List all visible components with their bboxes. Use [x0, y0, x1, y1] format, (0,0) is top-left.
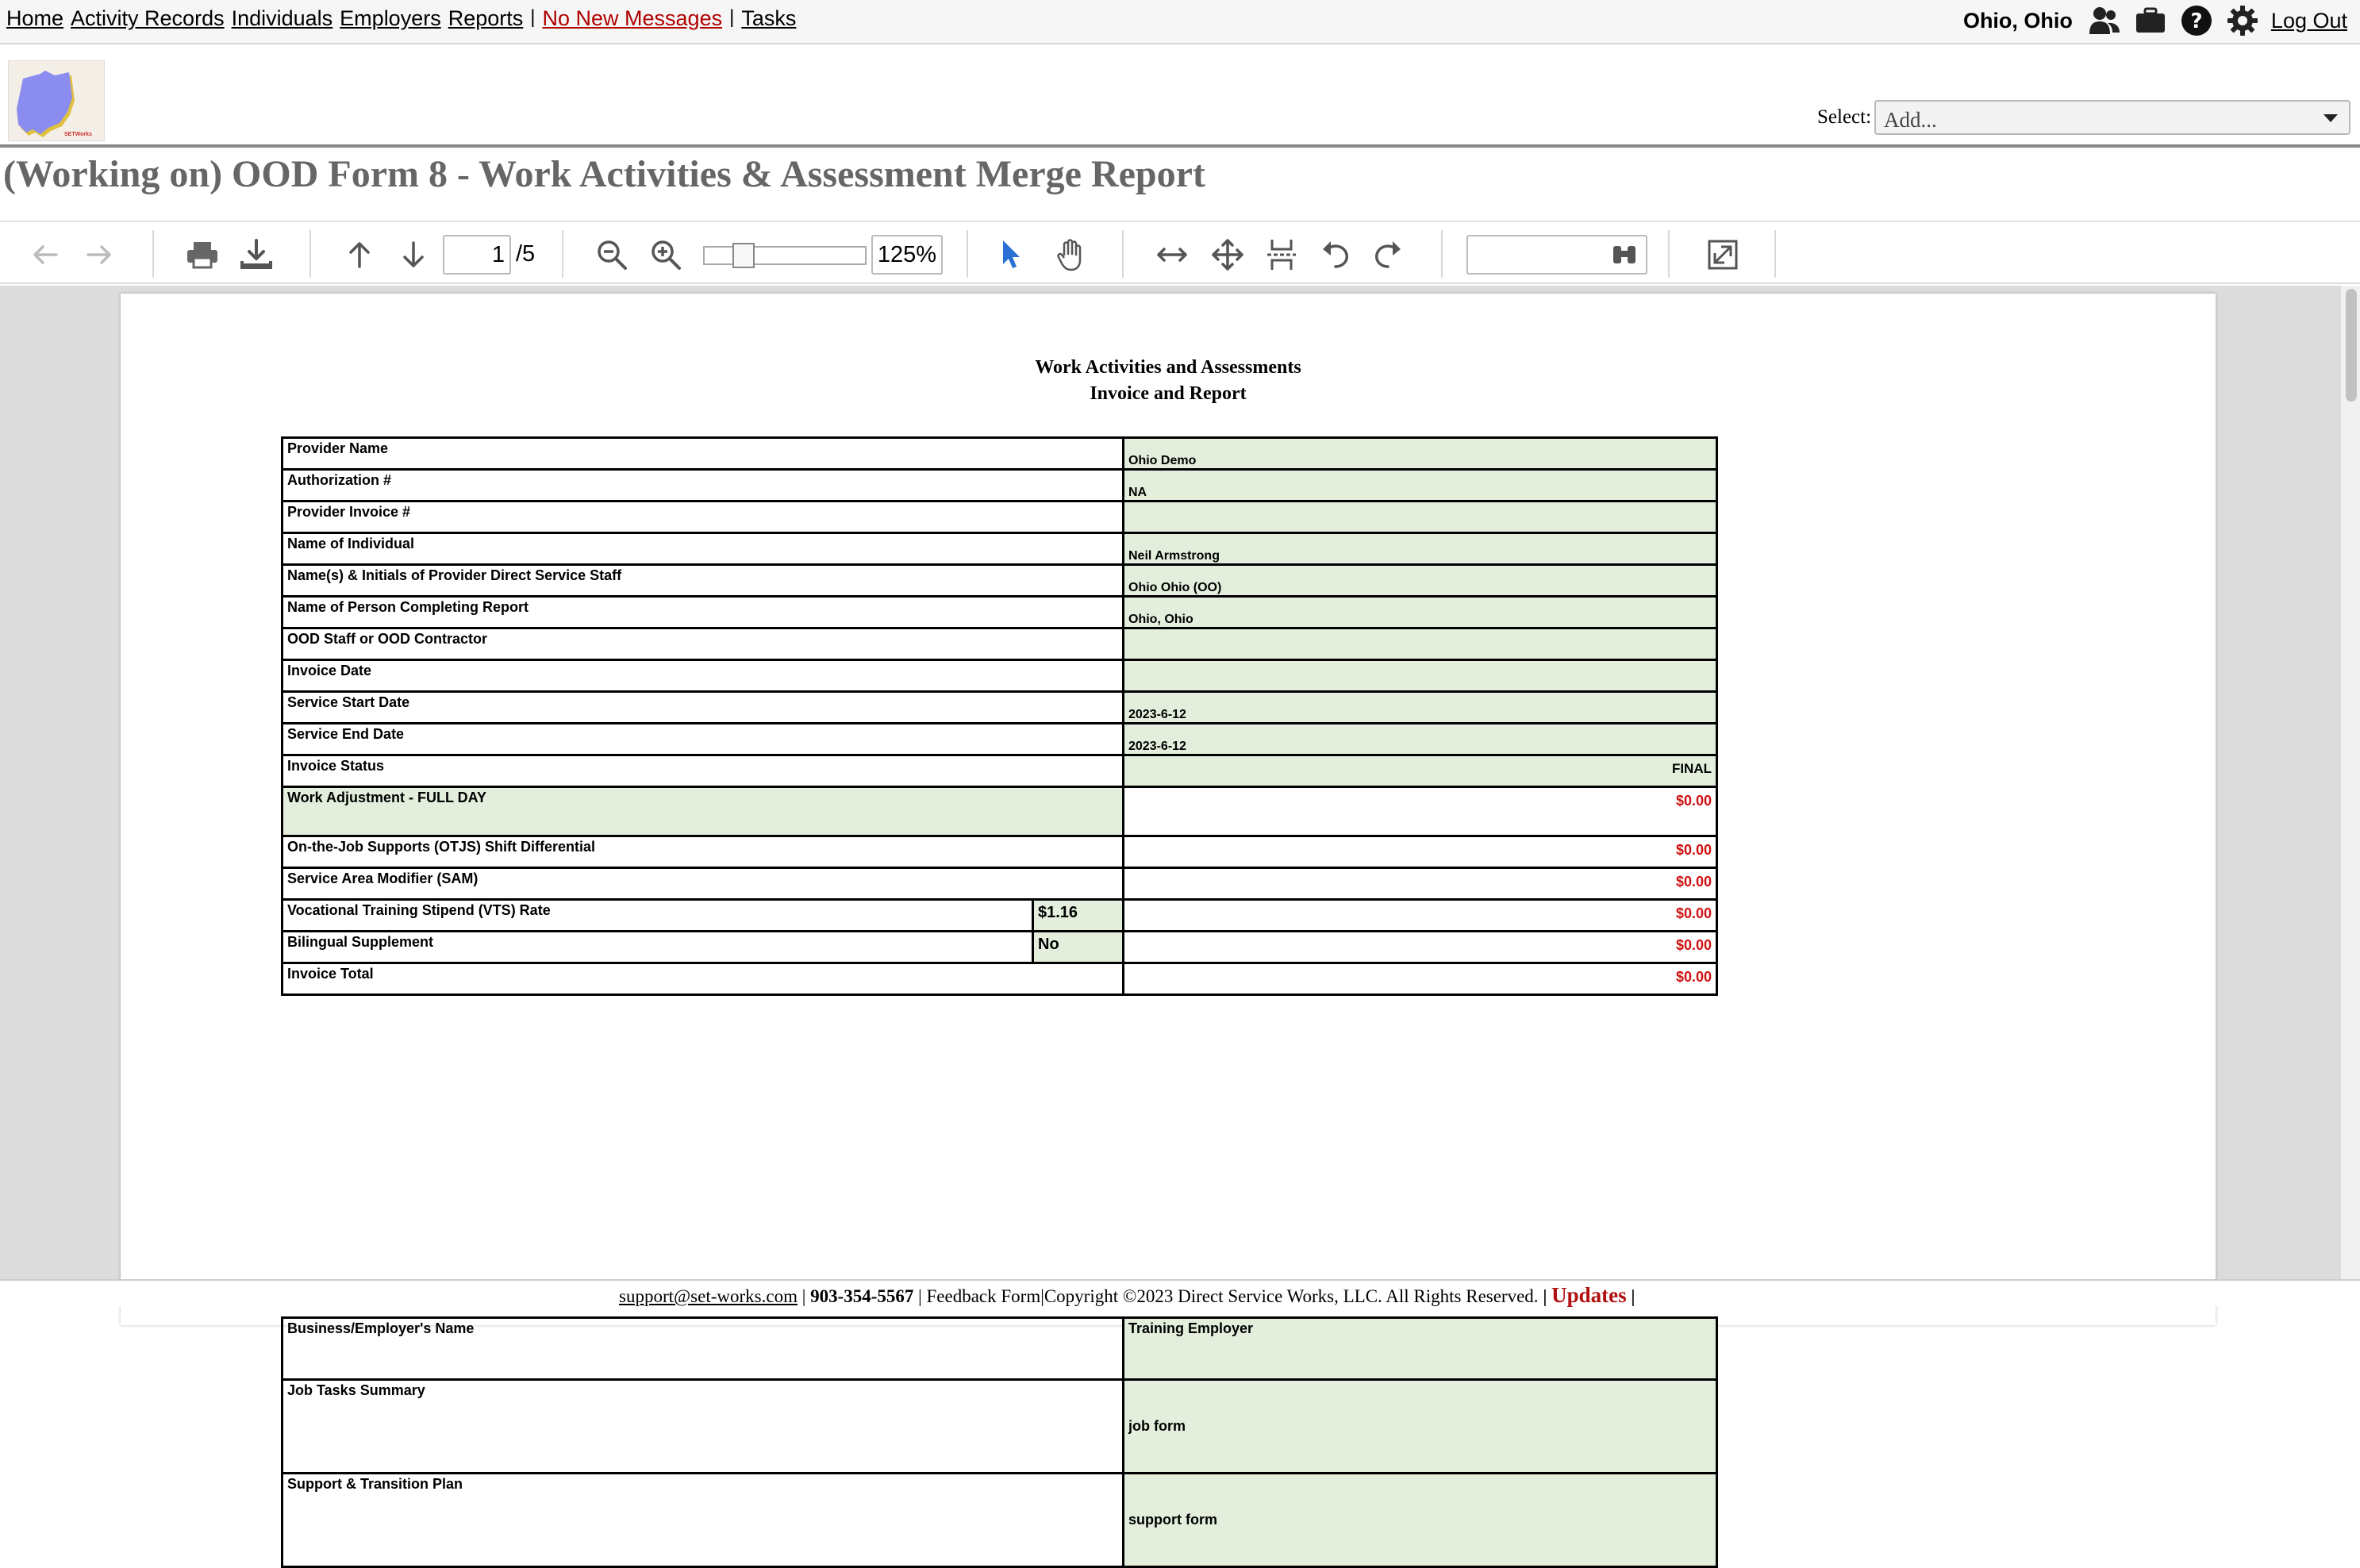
- hand-tool-icon[interactable]: [1052, 236, 1089, 273]
- svg-text:?: ?: [2190, 10, 2203, 33]
- charge-amount: $0.00: [1124, 932, 1717, 963]
- nav-home-link[interactable]: Home: [6, 6, 64, 30]
- zoom-level-input[interactable]: [871, 235, 943, 275]
- employer-row-value: job form: [1124, 1380, 1717, 1474]
- invoice-row-label: Invoice Date: [283, 660, 1124, 692]
- invoice-row: [283, 692, 1717, 724]
- invoice-table: [281, 436, 1718, 996]
- invoice-row-value: Ohio, Ohio: [1124, 597, 1717, 628]
- charge-label: Invoice Total: [283, 963, 1124, 995]
- nav-reports-link[interactable]: Reports: [448, 6, 524, 30]
- footer-separator: |: [1631, 1286, 1635, 1306]
- toolbar-separator: [152, 230, 154, 278]
- invoice-row-value: Neil Armstrong: [1124, 533, 1717, 565]
- charge-label: Service Area Modifier (SAM): [283, 868, 1124, 900]
- charge-amount: $0.00: [1124, 836, 1717, 868]
- move-icon[interactable]: [1209, 236, 1246, 273]
- toolbar-separator: [1441, 230, 1443, 278]
- charge-label: Vocational Training Stipend (VTS) Rate: [283, 900, 1033, 932]
- nav-messages-link[interactable]: No New Messages: [542, 6, 723, 30]
- top-navigation: [0, 0, 2360, 44]
- logout-link[interactable]: Log Out: [2270, 8, 2347, 33]
- charge-amount: $0.00: [1124, 787, 1717, 836]
- forward-arrow-icon[interactable]: [81, 236, 117, 273]
- rotate-right-icon[interactable]: [1370, 236, 1406, 273]
- charge-row: [283, 932, 1717, 963]
- page-count: /5: [516, 241, 536, 267]
- employer-row-value: Training Employer: [1124, 1318, 1717, 1380]
- toolbar-separator: [1774, 230, 1776, 278]
- charge-label: On-the-Job Supports (OTJS) Shift Differential: [283, 836, 1124, 868]
- zoom-slider[interactable]: [703, 246, 867, 265]
- zoom-out-icon[interactable]: [594, 236, 630, 273]
- invoice-row-value: Ohio Demo: [1124, 438, 1717, 470]
- invoice-row-label: Provider Invoice #: [283, 502, 1124, 533]
- invoice-row-label: Name of Person Completing Report: [283, 597, 1124, 628]
- employer-row-value: support form: [1124, 1474, 1717, 1567]
- select-label: Select:: [1817, 106, 1872, 128]
- print-icon[interactable]: [184, 236, 221, 273]
- vertical-scrollbar[interactable]: [2341, 286, 2360, 1279]
- briefcase-icon[interactable]: [2133, 3, 2168, 38]
- invoice-row: [283, 533, 1717, 565]
- nav-activity-records-link[interactable]: Activity Records: [71, 6, 225, 30]
- support-phone: 903-354-5567: [810, 1286, 914, 1306]
- invoice-row-value: NA: [1124, 470, 1717, 502]
- charge-amount: $0.00: [1124, 868, 1717, 900]
- select-cursor-icon[interactable]: [992, 236, 1028, 273]
- invoice-row-label: Invoice Status: [283, 755, 1124, 787]
- footer-separator: |: [1040, 1286, 1044, 1306]
- invoice-row-value: Ohio Ohio (OO): [1124, 565, 1717, 597]
- invoice-row: [283, 438, 1717, 470]
- copyright-text: Copyright ©2023 Direct Service Works, LLC. All Rights Reserved.: [1044, 1286, 1539, 1306]
- charge-amount: $0.00: [1124, 900, 1717, 932]
- zoom-in-icon[interactable]: [648, 236, 684, 273]
- next-page-icon[interactable]: [395, 236, 432, 273]
- document-subtitle: Invoice and Report: [1090, 383, 1247, 404]
- download-icon[interactable]: [238, 236, 275, 273]
- title-divider: [0, 221, 2360, 222]
- invoice-table-body: [283, 438, 1717, 995]
- logo-tag: SETWorks: [64, 132, 92, 137]
- invoice-row: [283, 755, 1717, 787]
- feedback-form-link[interactable]: Feedback Form: [926, 1286, 1041, 1306]
- footer: [0, 1279, 2360, 1306]
- ohio-state-logo-icon: [9, 61, 104, 140]
- charge-row: [283, 787, 1717, 836]
- nav-tasks-link[interactable]: Tasks: [741, 6, 797, 30]
- page-number-input[interactable]: [443, 235, 511, 275]
- back-arrow-icon[interactable]: [27, 236, 63, 273]
- employer-row: [283, 1380, 1717, 1474]
- help-icon[interactable]: [2179, 3, 2214, 38]
- document-page: [121, 294, 2216, 1528]
- header-divider: [0, 144, 2360, 148]
- charge-rate: No: [1033, 932, 1124, 963]
- charge-row: [283, 963, 1717, 995]
- invoice-row-label: Authorization #: [283, 470, 1124, 502]
- settings-icon[interactable]: [2225, 3, 2260, 38]
- invoice-row-value: [1124, 628, 1717, 660]
- nav-separator: |: [729, 6, 735, 28]
- ohio-logo[interactable]: [8, 60, 105, 141]
- charge-row: [283, 900, 1717, 932]
- charge-row: [283, 836, 1717, 868]
- invoice-row: [283, 565, 1717, 597]
- dropdown-caret-icon: [2323, 114, 2338, 122]
- binoculars-icon[interactable]: [1606, 236, 1643, 273]
- invoice-row-label: Provider Name: [283, 438, 1124, 470]
- footer-separator: |: [801, 1286, 806, 1306]
- support-email-link[interactable]: support@set-works.com: [619, 1286, 798, 1306]
- footer-separator: |: [1543, 1286, 1547, 1306]
- toolbar-separator: [309, 230, 311, 278]
- employer-row: [283, 1318, 1717, 1380]
- invoice-row: [283, 660, 1717, 692]
- toolbar-separator: [1668, 230, 1670, 278]
- charge-amount: $0.00: [1124, 963, 1717, 995]
- charge-rate: $1.16: [1033, 900, 1124, 932]
- employer-row-label: Business/Employer's Name: [283, 1318, 1124, 1380]
- charge-label: Work Adjustment - FULL DAY: [283, 787, 1124, 836]
- add-select-dropdown[interactable]: [1874, 100, 2350, 135]
- employer-table: [281, 1316, 1718, 1568]
- employer-row-label: Support & Transition Plan: [283, 1474, 1124, 1567]
- invoice-row-value: [1124, 502, 1717, 533]
- fit-width-icon[interactable]: [1154, 236, 1190, 273]
- invoice-row: [283, 502, 1717, 533]
- invoice-row-value: 2023-6-12: [1124, 692, 1717, 724]
- employer-row: [283, 1474, 1717, 1567]
- document-title: Work Activities and Assessments: [1035, 357, 1301, 378]
- invoice-row: [283, 597, 1717, 628]
- invoice-row-label: Service End Date: [283, 724, 1124, 755]
- toolbar-separator: [967, 230, 968, 278]
- user-area: [1963, 2, 2347, 40]
- invoice-row: [283, 470, 1717, 502]
- viewer-toolbar: [0, 224, 2360, 284]
- fullscreen-icon[interactable]: [1705, 236, 1741, 273]
- rotate-left-icon[interactable]: [1317, 236, 1354, 273]
- invoice-row-label: Name of Individual: [283, 533, 1124, 565]
- invoice-row: [283, 724, 1717, 755]
- toolbar-separator: [562, 230, 563, 278]
- invoice-row-value: FINAL: [1124, 755, 1717, 787]
- page-title: (Working on) OOD Form 8 - Work Activities & Assessment Merge Report: [3, 153, 1205, 195]
- add-select-value: Add...: [1884, 108, 1937, 132]
- nav-links: [6, 6, 803, 31]
- users-icon[interactable]: [2087, 3, 2122, 38]
- scrollbar-thumb[interactable]: [2346, 289, 2357, 402]
- nav-employers-link[interactable]: Employers: [340, 6, 441, 30]
- employer-table-body: [283, 1318, 1717, 1567]
- charge-label: Bilingual Supplement: [283, 932, 1033, 963]
- zoom-slider-thumb[interactable]: [732, 243, 755, 268]
- page-break-icon[interactable]: [1263, 236, 1300, 273]
- nav-separator: |: [530, 6, 536, 28]
- invoice-row-value: [1124, 660, 1717, 692]
- invoice-row-label: Service Start Date: [283, 692, 1124, 724]
- footer-separator: |: [918, 1286, 922, 1306]
- toolbar-separator: [1122, 230, 1124, 278]
- employer-row-label: Job Tasks Summary: [283, 1380, 1124, 1474]
- user-name: Ohio, Ohio: [1962, 8, 2073, 33]
- invoice-row-value: 2023-6-12: [1124, 724, 1717, 755]
- previous-page-icon[interactable]: [341, 236, 378, 273]
- charge-row: [283, 868, 1717, 900]
- invoice-row-label: OOD Staff or OOD Contractor: [283, 628, 1124, 660]
- invoice-row-label: Name(s) & Initials of Provider Direct Service Staff: [283, 565, 1124, 597]
- nav-individuals-link[interactable]: Individuals: [231, 6, 333, 30]
- updates-link[interactable]: Updates: [1551, 1283, 1627, 1307]
- invoice-row: [283, 628, 1717, 660]
